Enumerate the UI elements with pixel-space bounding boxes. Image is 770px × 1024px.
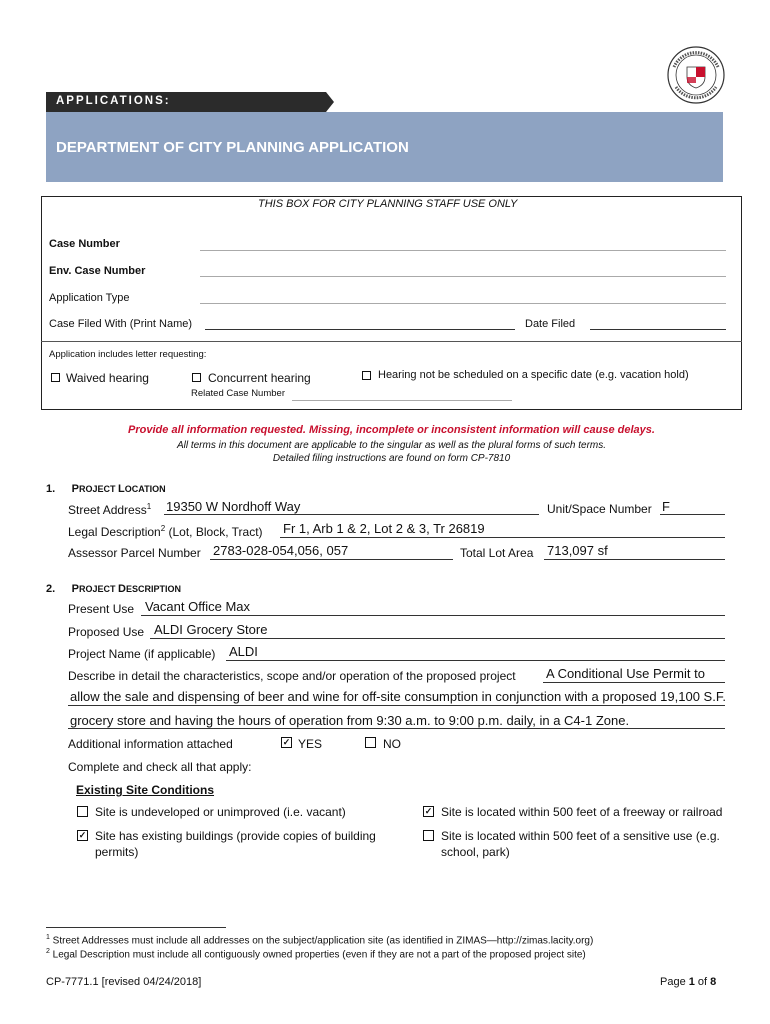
waived-hearing-label: Waived hearing [66, 371, 149, 385]
project-name-label: Project Name (if applicable) [68, 647, 216, 661]
letter-requesting-label: Application includes letter requesting: [49, 349, 207, 360]
proposed-use-value[interactable]: ALDI Grocery Store [154, 622, 268, 637]
additional-info-label: Additional information attached [68, 737, 233, 751]
hearing-not-scheduled-label: Hearing not be scheduled on a specific date (e.g. vacation hold) [378, 369, 689, 381]
section-1-heading: 1. PROJECT LOCATION [46, 483, 166, 495]
sensitive-use-label-line-1: Site is located within 500 feet of a sensitive use (e.g. [441, 829, 720, 843]
existing-buildings-checkbox[interactable]: ✓ [78, 830, 87, 840]
unit-label: Unit/Space Number [547, 502, 652, 516]
freeway-label: Site is located within 500 feet of a freeway or railroad [441, 805, 723, 819]
unit-value[interactable]: F [662, 499, 670, 514]
footnote-divider [46, 927, 226, 928]
existing-buildings-label-line-2: permits) [95, 845, 139, 859]
instructions-notice: Detailed filing instructions are found on form CP-7810 [272, 453, 511, 464]
freeway-checkbox[interactable]: ✓ [424, 806, 433, 816]
undeveloped-checkbox[interactable] [77, 806, 88, 817]
present-use-underline [141, 615, 725, 616]
application-type-label: Application Type [49, 292, 130, 304]
legal-description-underline [280, 537, 725, 538]
project-name-value[interactable]: ALDI [229, 644, 258, 659]
apn-value[interactable]: 2783-028-054,056, 057 [213, 543, 349, 558]
lot-area-value[interactable]: 713,097 sf [547, 543, 608, 558]
footnote-1: $^1$ Street Addresses must include all addresses on the subject/application site (as identified in ZIMAS—http://zimas.lacity.org) [46, 934, 594, 947]
concurrent-hearing-checkbox[interactable] [192, 373, 201, 382]
footnote-2: $^2$ Legal Description must include all contiguously owned properties (even if they are not a part of the proposed project site) [46, 948, 586, 961]
related-case-number-field[interactable] [292, 400, 512, 401]
describe-value-line-1[interactable]: A Conditional Use Permit to [546, 666, 705, 681]
case-number-label: Case Number [49, 238, 120, 250]
case-filed-with-label: Case Filed With (Print Name) [49, 318, 193, 330]
lot-area-label: Total Lot Area [460, 546, 534, 560]
street-address-label: Street Address$^1$ [68, 502, 152, 517]
proposed-use-underline [150, 638, 725, 639]
describe-underline-3 [68, 728, 725, 729]
describe-label: Describe in detail the characteristics, scope and/or operation of the proposed project [68, 669, 516, 683]
env-case-number-field[interactable] [200, 276, 726, 277]
case-number-field[interactable] [200, 250, 726, 251]
staff-box-divider [41, 341, 742, 342]
yes-label: YES [298, 737, 323, 751]
existing-conditions-heading: Existing Site Conditions [76, 783, 215, 797]
complete-check-label: Complete and check all that apply: [68, 760, 252, 774]
street-address-underline [164, 514, 539, 515]
describe-underline-2 [68, 705, 725, 706]
city-seal-logo [666, 45, 726, 105]
section-2-heading: 2. PROJECT DESCRIPTION [46, 583, 181, 595]
additional-info-no-checkbox[interactable] [365, 737, 376, 748]
lot-area-underline [544, 559, 725, 560]
applications-tab-label: APPLICATIONS: [56, 95, 171, 107]
related-case-number-label: Related Case Number [191, 388, 285, 399]
undeveloped-label: Site is undeveloped or unimproved (i.e. vacant) [95, 805, 346, 819]
form-id: CP-7771.1 [revised 04/24/2018] [46, 976, 202, 988]
hearing-not-scheduled-checkbox[interactable] [362, 371, 371, 380]
date-filed-field[interactable] [590, 329, 726, 330]
proposed-use-label: Proposed Use [68, 625, 145, 639]
street-address-value[interactable]: 19350 W Nordhoff Way [166, 499, 301, 514]
concurrent-hearing-label: Concurrent hearing [208, 371, 311, 385]
legal-description-label: Legal Description$^2$ (Lot, Block, Tract) [68, 524, 263, 539]
project-name-underline [226, 660, 725, 661]
env-case-number-label: Env. Case Number [49, 265, 146, 277]
apn-underline [210, 559, 453, 560]
staff-box-heading: THIS BOX FOR CITY PLANNING STAFF USE ONLY [258, 198, 518, 210]
sensitive-use-label-line-2: school, park) [441, 845, 510, 859]
legal-description-value[interactable]: Fr 1, Arb 1 & 2, Lot 2 & 3, Tr 26819 [283, 521, 485, 536]
warning-notice: Provide all information requested. Missing, incomplete or inconsistent information will cause delays. [128, 424, 655, 436]
existing-buildings-label-line-1: Site has existing buildings (provide copies of building [95, 829, 376, 843]
case-filed-with-field[interactable] [205, 329, 515, 330]
describe-underline-1 [543, 682, 725, 683]
unit-underline [660, 514, 725, 515]
sensitive-use-checkbox[interactable] [423, 830, 434, 841]
additional-info-yes-checkbox[interactable]: ✓ [282, 737, 291, 747]
date-filed-label: Date Filed [525, 318, 576, 330]
apn-label: Assessor Parcel Number [68, 546, 201, 560]
describe-value-line-3[interactable]: grocery store and having the hours of operation from 9:30 a.m. to 9:00 p.m. daily, in a C4-1 Zone. [70, 713, 630, 728]
terms-notice: All terms in this document are applicable to the singular as well as the plural forms of such terms. [176, 440, 607, 451]
page-title: DEPARTMENT OF CITY PLANNING APPLICATION [56, 139, 409, 156]
present-use-label: Present Use [68, 602, 135, 616]
no-label: NO [383, 737, 401, 751]
application-type-field[interactable] [200, 303, 726, 304]
present-use-value[interactable]: Vacant Office Max [145, 599, 251, 614]
page-number: Page 1 of 8 [660, 976, 717, 988]
waived-hearing-checkbox[interactable] [51, 373, 60, 382]
describe-value-line-2[interactable]: allow the sale and dispensing of beer and wine for off-site consumption in conjunction with a proposed 19,100 S.F. [70, 689, 726, 704]
